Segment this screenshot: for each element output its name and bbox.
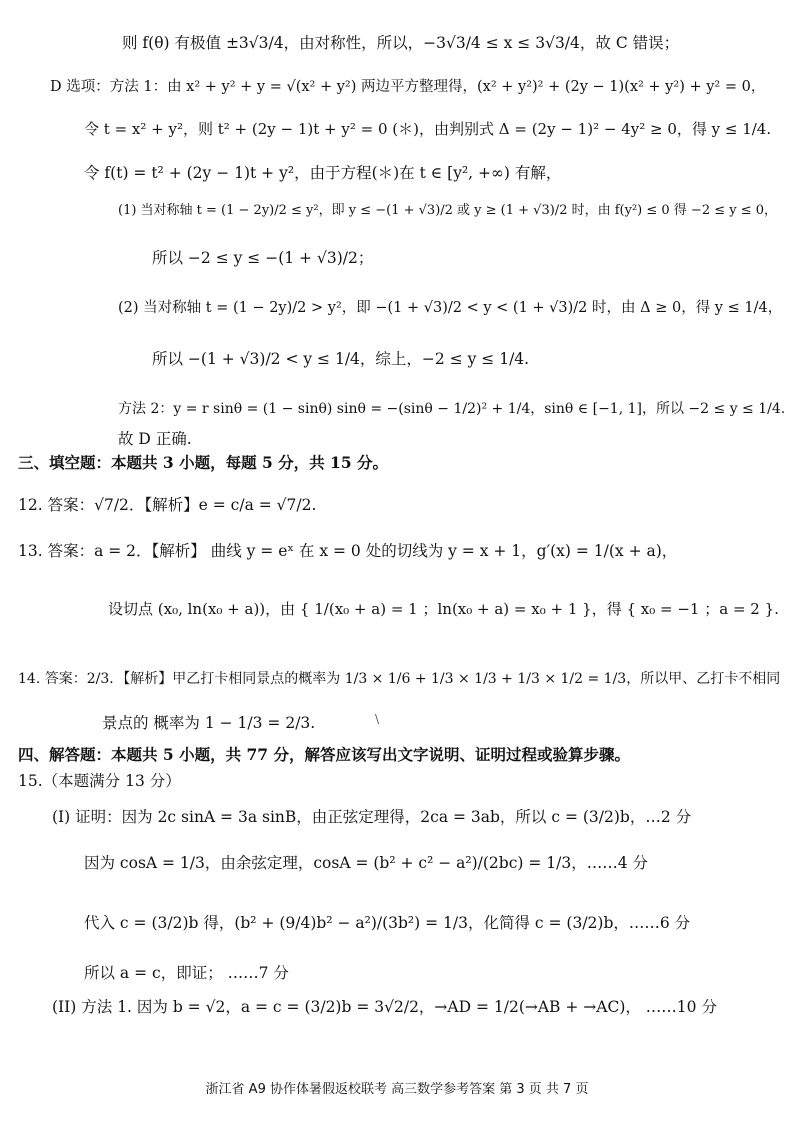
page-footer: 浙江省 A9 协作体暑假返校联考 高三数学参考答案 第 3 页 共 7 页 [205, 1082, 589, 1097]
answer-14: 14. 答案：2/3．【解析】甲乙打卡相同景点的概率为 1/3 × 1/6 + 1/3 × 1/3 + 1/3 × 1/2 = 1/3，所以甲、乙打卡不相同 [18, 671, 781, 687]
section-fill-in-heading: 三、填空题：本题共 3 小题，每题 5 分，共 15 分。 [18, 453, 389, 472]
part-1-cosine-rule: 因为 cosA = 1/3，由余弦定理，cosA = (b² + c² − a²)/(2bc) = 1/3，……4 分 [84, 854, 648, 872]
case-2: (2) 当对称轴 t = (1 − 2y)/2 > y²，即 −(1 + √3)/2 < y < (1 + √3)/2 时，由 Δ ≥ 0，得 y ≤ 1/4， [118, 300, 783, 316]
problem-15-heading: 15.（本题满分 13 分） [18, 772, 181, 790]
answer-13: 13. 答案：a = 2．【解析】 曲线 y = eˣ 在 x = 0 处的切线为 y = x + 1，g′(x) = 1/(x + a)， [18, 542, 678, 560]
case-1: (1) 当对称轴 t = (1 − 2y)/2 ≤ y²，即 y ≤ −(1 + √3)/2 或 y ≥ (1 + √3)/2 时，由 f(y²) ≤ 0 得 −2 ≤ y ≤ 0， [118, 203, 778, 218]
part-1-conclusion: 所以 a = c，即证； ……7 分 [84, 964, 289, 982]
answer-14-continued: 景点的 概率为 1 − 1/3 = 2/3. [102, 714, 316, 732]
case-2-result: 所以 −(1 + √3)/2 < y ≤ 1/4，综上，−2 ≤ y ≤ 1/4. [152, 350, 530, 368]
option-d-method1-intro: D 选项：方法 1：由 x² + y² + y = √(x² + y²) 两边平方整理得，(x² + y²)² + (2y − 1)(x² + y²) + y² = 0， [50, 79, 766, 95]
option-d-conclusion: 故 D 正确. [118, 430, 192, 448]
function-definition: 令 f(t) = t² + (2y − 1)t + y²，由于方程(＊)在 t ∈ [y², +∞) 有解， [84, 164, 562, 182]
part-1-substitution: 代入 c = (3/2)b 得，(b² + (9/4)b² − a²)/(3b²) = 1/3，化简得 c = (3/2)b，……6 分 [84, 914, 691, 932]
substitution-discriminant: 令 t = x² + y²，则 t² + (2y − 1)t + y² = 0 (＊)，由判别式 Δ = (2y − 1)² − 4y² ≥ 0，得 y ≤ 1/4. [84, 120, 772, 138]
case-1-result: 所以 −2 ≤ y ≤ −(1 + √3)/2； [152, 249, 374, 267]
option-d-method2: 方法 2：y = r sinθ = (1 − sinθ) sinθ = −(sinθ − 1/2)² + 1/4，sinθ ∈ [−1, 1]，所以 −2 ≤ y ≤ 1/4. [118, 401, 786, 417]
part-2-method-1: (II) 方法 1. 因为 b = √2，a = c = (3/2)b = 3√2/2，→AD = 1/2(→AB + →AC)， ……10 分 [52, 998, 717, 1016]
answer-13-tangent-point: 设切点 (x₀, ln(x₀ + a))，由 { 1/(x₀ + a) = 1 ；ln(x₀ + a) = x₀ + 1 }，得 { x₀ = −1 ；a = 2 }. [108, 600, 779, 618]
answer-12: 12. 答案：√7/2．【解析】e = c/a = √7/2. [18, 496, 317, 514]
section-solutions-heading: 四、解答题：本题共 5 小题，共 77 分，解答应该写出文字说明、证明过程或验算步骤。 [18, 745, 630, 764]
part-1-proof: (I) 证明：因为 2c sinA = 3a sinB，由正弦定理得，2ca = 3ab，所以 c = (3/2)b，…2 分 [52, 808, 692, 826]
option-c-conclusion: 则 f(θ) 有极值 ±3√3/4，由对称性，所以，−3√3/4 ≤ x ≤ 3√3/4，故 C 错误； [122, 34, 680, 52]
scan-mark: \ [375, 712, 380, 726]
